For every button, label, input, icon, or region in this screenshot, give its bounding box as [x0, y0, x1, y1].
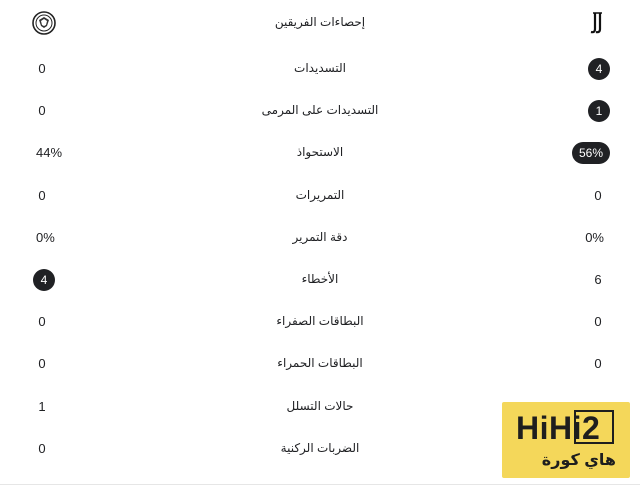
- udinese-logo-icon: [31, 10, 57, 36]
- home-stat-value: 1: [588, 100, 610, 122]
- away-stat-value: 0: [38, 314, 46, 330]
- away-stat-value: 0: [38, 187, 46, 203]
- away-stat-value: 0: [38, 356, 46, 372]
- stat-label: التمريرات: [295, 187, 345, 202]
- watermark-brand: HiHi2: [516, 410, 601, 446]
- away-stat-value: 0: [38, 440, 46, 456]
- home-stat-value: 56%: [572, 142, 610, 164]
- stat-label: الضربات الركنية: [280, 440, 360, 455]
- watermark-logo: [502, 402, 630, 478]
- stat-label: حالات التسلل: [286, 398, 354, 413]
- bottom-divider: [0, 484, 640, 485]
- home-stat-value: 0: [594, 356, 602, 372]
- away-stat-value: 0: [38, 103, 46, 119]
- stat-label: البطاقات الصفراء: [276, 314, 364, 329]
- away-stat-value: 0: [38, 61, 46, 76]
- home-stat-value: 0: [594, 187, 602, 203]
- page-title: إحصاءات الفريقين: [274, 15, 366, 29]
- stat-row: [0, 48, 640, 90]
- home-stat-value: 6: [594, 272, 602, 287]
- stat-row: [0, 217, 640, 259]
- stat-row: [0, 259, 640, 301]
- stat-row: [0, 301, 640, 343]
- watermark-box: [574, 410, 614, 444]
- home-stat-value: 0: [594, 314, 602, 330]
- stats-header: [0, 0, 640, 44]
- stat-row: [0, 90, 640, 132]
- watermark-subtitle: هاي كورة: [541, 452, 616, 469]
- away-stat-value: 44%: [36, 145, 63, 161]
- stat-label: التسديدات: [294, 61, 346, 75]
- stat-label: الاستحواذ: [296, 145, 344, 160]
- stat-label: دقة التمرير: [292, 229, 348, 244]
- stat-label: التسديدات على المرمى: [261, 103, 379, 118]
- stat-label: الأخطاء: [301, 272, 339, 286]
- stat-row: [0, 175, 640, 217]
- away-stat-value: 4: [33, 269, 55, 291]
- away-stat-value: 0%: [36, 229, 55, 245]
- home-stat-value: 4: [588, 58, 610, 80]
- stat-row: [0, 132, 640, 174]
- home-stat-value: 0%: [585, 229, 604, 245]
- away-stat-value: 1: [38, 398, 46, 414]
- stat-row: [0, 343, 640, 385]
- stat-label: البطاقات الحمراء: [277, 356, 363, 371]
